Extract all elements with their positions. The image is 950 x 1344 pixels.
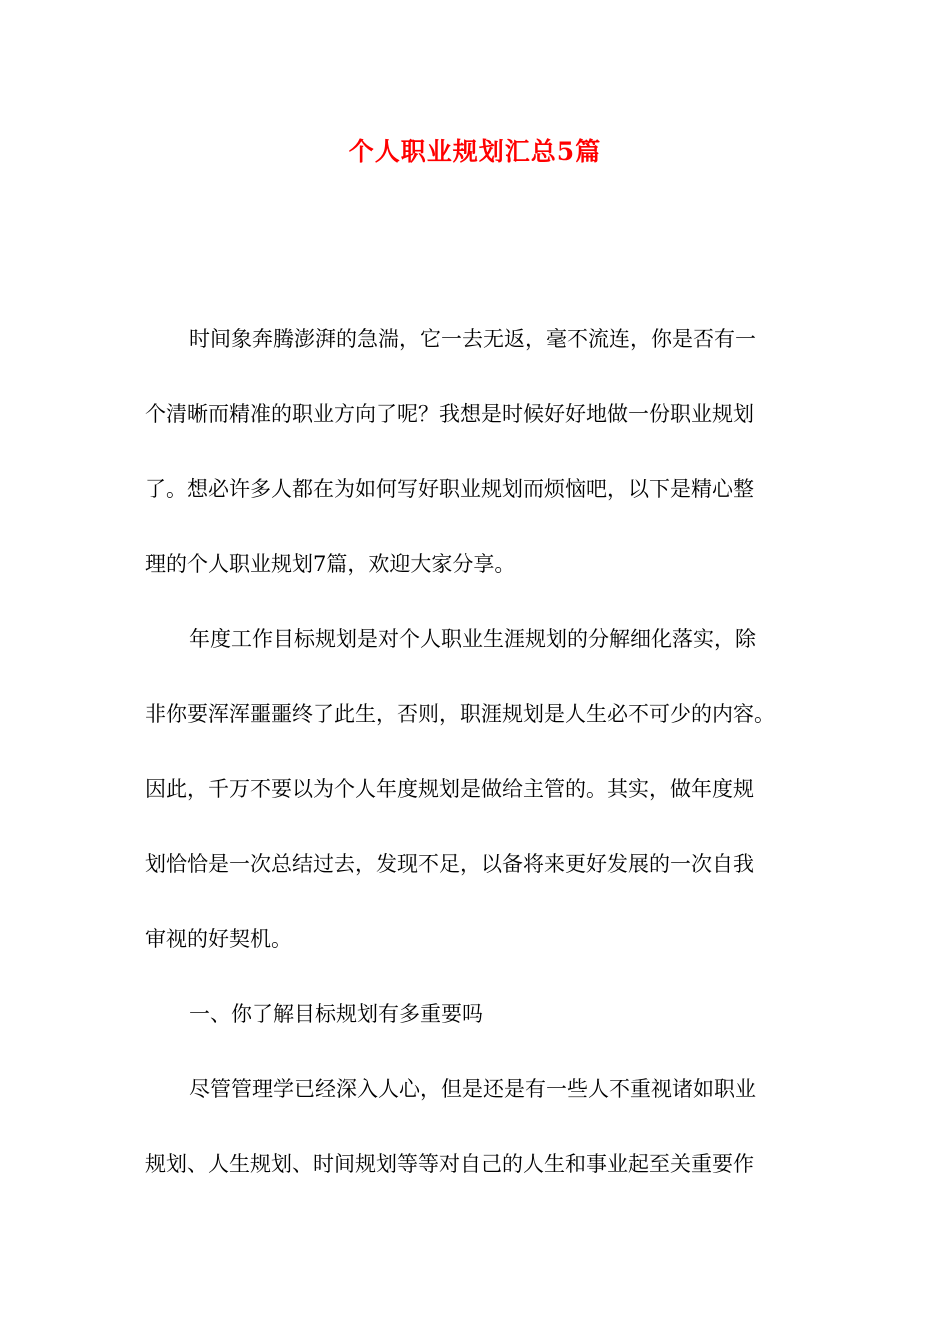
- paragraph-line: 时间象奔腾澎湃的急湍，它一去无返，毫不流连，你是否有一: [189, 327, 756, 351]
- paragraph-line: 非你要浑浑噩噩终了此生，否则，职涯规划是人生必不可少的内容。: [145, 702, 775, 726]
- paragraph-line: 划恰恰是一次总结过去，发现不足，以备将来更好发展的一次自我: [145, 852, 754, 876]
- paragraph-line: 个清晰而精准的职业方向了呢？我想是时候好好地做一份职业规划: [145, 402, 754, 426]
- paragraph-line: 了。想必许多人都在为如何写好职业规划而烦恼吧，以下是精心整: [145, 477, 754, 501]
- paragraph-line: 规划、人生规划、时间规划等等对自己的人生和事业起至关重要作: [145, 1152, 754, 1176]
- section-heading: 一、你了解目标规划有多重要吗: [189, 1002, 483, 1026]
- paragraph-line: 尽管管理学已经深入人心，但是还是有一些人不重视诸如职业: [189, 1077, 756, 1101]
- paragraph-line: 因此，千万不要以为个人年度规划是做给主管的。其实，做年度规: [145, 777, 754, 801]
- document-title: 个人职业规划汇总5篇: [348, 137, 602, 166]
- paragraph-line: 理的个人职业规划7篇，欢迎大家分享。: [145, 552, 516, 576]
- paragraph-line: 审视的好契机。: [145, 927, 292, 951]
- paragraph-line: 年度工作目标规划是对个人职业生涯规划的分解细化落实，除: [189, 627, 756, 651]
